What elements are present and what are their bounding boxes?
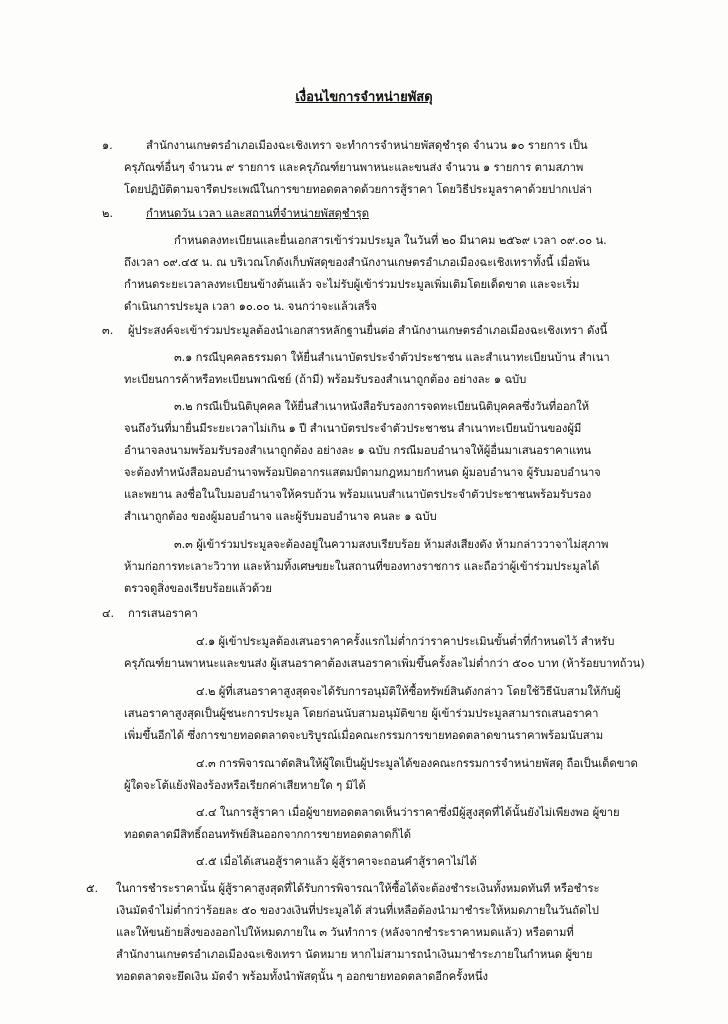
text-line: กำหนดระยะเวลาลงทะเบียนข้างต้นแล้ว จะไม่รับผู้เข้าร่วมประมูลเพิ่มเติมโดยเด็ดขาด และจะเริ่ม xyxy=(124,278,580,291)
text-line: ถึงเวลา ๐๙.๔๕ น. ณ บริเวณโกดังเก็บพัสดุของสำนักงานเกษตรอำเภอเมืองฉะเชิงเทราทั้งนี้ เมื่อพ้น xyxy=(124,256,590,269)
text-line: สำเนาถูกต้อง ของผู้มอบอำนาจ และผู้รับมอบอำนาจ คนละ ๑ ฉบับ xyxy=(124,510,437,523)
section-heading: กำหนดวัน เวลา และสถานที่จำหน่ายพัสดุชำรุด xyxy=(146,207,370,220)
text-line: ทะเบียนการค้าหรือทะเบียนพาณิชย์ (ถ้ามี) พร้อมรับรองสำเนาถูกต้อง อย่างละ ๑ ฉบับ xyxy=(124,373,527,386)
text-line: สำนักงานเกษตรอำเภอเมืองฉะเชิงเทรา จะทำการจำหน่ายพัสดุชำรุด จำนวน ๑๐ รายการ เป็น xyxy=(146,139,588,152)
text-line: ในการชำระราคานั้น ผู้สู้ราคาสูงสุดที่ได้รับการพิจารณาให้ซื้อได้จะต้องชำระเงินทั้งหมดทันที หรือชำระ xyxy=(116,882,600,895)
text-line: อำนาจลงนามพร้อมรับรองสำเนาถูกต้อง อย่างละ ๑ ฉบับ กรณีมอบอำนาจให้ผู้อื่นมาเสนอราคาแทน xyxy=(124,444,592,457)
text-line: และให้ขนย้ายสิ่งของออกไปให้หมดภายใน ๓ วันทำการ (หลังจากชำระราคาหมดแล้ว) หรือตามที่ xyxy=(116,926,574,939)
text-line: เสนอราคาสูงสุดเป็นผู้ชนะการประมูล โดยก่อนนับสามอนุมัติขาย ผู้เข้าร่วมประมูลสามารถเสนอราคา xyxy=(124,707,599,720)
text-line: จนถึงวันที่มายื่นมีระยะเวลาไม่เกิน ๑ ปี สำเนาบัตรประจำตัวประชาชน สำเนาทะเบียนบ้านของผู้มี xyxy=(124,422,582,435)
text-line: ทอดตลาดจะยึดเงิน มัดจำ พร้อมทั้งนำพัสดุนั้น ๆ ออกขายทอดตลาดอีกครั้งหนึ่ง xyxy=(116,970,488,983)
section-heading: ผู้ประสงค์จะเข้าร่วมประมูลต้องนำเอกสารหลักฐานยื่นต่อ สำนักงานเกษตรอำเภอเมืองฉะเชิงเทรา ดังนี้ xyxy=(128,324,608,337)
text-line: ผู้ใดจะโต้แย้งฟ้องร้องหรือเรียกค่าเสียหายใด ๆ มิได้ xyxy=(124,779,366,792)
text-line: กำหนดลงทะเบียนและยื่นเอกสารเข้าร่วมประมูล ในวันที่ ๒๐ มีนาคม ๒๕๖๙ เวลา ๐๙.๐๐ น. xyxy=(174,234,607,247)
text-line: ๔.๒ ผู้ที่เสนอราคาสูงสุดจะได้รับการอนุมัติให้ซื้อทรัพย์สินดังกล่าว โดยใช้วิธีนับสามให้กับผู้ xyxy=(196,685,621,698)
document-title: เงื่อนไขการจำหน่ายพัสดุ xyxy=(295,90,433,105)
text-line: ดำเนินการประมูล เวลา ๑๐.๐๐ น. จนกว่าจะแล้วเสร็จ xyxy=(124,300,377,313)
section-number: ๓. xyxy=(102,324,114,337)
text-line: เงินมัดจำไม่ต่ำกว่าร้อยละ ๕๐ ของวงเงินที่ประมูลได้ ส่วนที่เหลือต้องนำมาชำระให้หมดภายในวันถัดไป xyxy=(116,904,599,917)
text-line: ครุภัณฑ์อื่นๆ จำนวน ๙ รายการ และครุภัณฑ์ยานพาหนะและขนส่ง จำนวน ๑ รายการ ตามสภาพ xyxy=(124,161,584,174)
section-number: ๕. xyxy=(86,882,99,895)
text-line: ๓.๒ กรณีเป็นนิติบุคคล ให้ยื่นสำเนาหนังสือรับรองการจดทะเบียนนิติบุคคลซึ่งวันที่ออกให้ xyxy=(174,400,590,413)
section-number: ๑. xyxy=(102,139,113,152)
text-line: ๓.๓ ผู้เข้าร่วมประมูลจะต้องอยู่ในความสงบเรียบร้อย ห้ามส่งเสียงดัง ห้ามกล่าววาจาไม่สุภาพ xyxy=(174,538,609,551)
section-heading: การเสนอราคา xyxy=(128,607,198,620)
text-line: ทอดตลาดมีสิทธิ์ถอนทรัพย์สินออกจากการขายทอดตลาดก็ได้ xyxy=(124,828,412,841)
text-line: โดยปฏิบัติตามจารีตประเพณีในการขายทอดตลาดด้วยการสู้ราคา โดยวิธีประมูลราคาด้วยปากเปล่า xyxy=(124,183,593,196)
text-line: ๔.๕ เมื่อได้เสนอสู้ราคาแล้ว ผู้สู้ราคาจะถอนคำสู้ราคาไม่ได้ xyxy=(196,855,477,868)
text-line: ตรวจดูสิ่งของเรียบร้อยแล้วด้วย xyxy=(124,582,272,595)
text-line: ห้ามก่อการทะเลาะวิวาท และห้ามทิ้งเศษขยะในสถานที่ของทางราชการ และถือว่าผู้เข้าร่วมประมูลได้ xyxy=(124,560,600,573)
text-line: และพยาน ลงชื่อในใบมอบอำนาจให้ครบถ้วน พร้อมแนบสำเนาบัตรประจำตัวประชาชนพร้อมรับรอง xyxy=(124,488,592,501)
text-line: สำนักงานเกษตรอำเภอเมืองฉะเชิงเทรา นัดหมาย หากไม่สามารถนำเงินมาชำระภายในกำหนด ผู้ขาย xyxy=(116,948,593,961)
section-number: ๒. xyxy=(102,207,114,220)
text-line: ๔.๑ ผู้เข้าประมูลต้องเสนอราคาครั้งแรกไม่ต่ำกว่าราคาประเมินขั้นต่ำที่กำหนดไว้ สำหรับ xyxy=(196,635,615,648)
text-line: จะต้องทำหนังสือมอบอำนาจพร้อมปิดอากรแสตมป์ตามกฎหมายกำหนด ผู้มอบอำนาจ ผู้รับมอบอำนาจ xyxy=(124,466,601,479)
section-number: ๔. xyxy=(102,607,115,620)
text-line: ๓.๑ กรณีบุคคลธรรมดา ให้ยื่นสำเนาบัตรประจำตัวประชาชน และสำเนาทะเบียนบ้าน สำเนา xyxy=(174,351,610,364)
text-line: ๔.๓ การพิจารณาตัดสินให้ผู้ใดเป็นผู้ประมูลได้ของคณะกรรมการจำหน่ายพัสดุ ถือเป็นเด็ดขาด xyxy=(196,757,638,770)
text-line: ๔.๔ ในการสู้ราคา เมื่อผู้ขายทอดตลาดเห็นว่าราคาซึ่งมีผู้สูงสุดที่ได้นั้นยังไม่เพียงพอ ผู้ขาย xyxy=(196,806,620,819)
text-line: เพิ่มขึ้นอีกได้ ซึ่งการขายทอดตลาดจะบริบูรณ์เมื่อคณะกรรมการขายทอดตลาดขานราคาพร้อมนับสาม xyxy=(124,729,604,742)
text-line: ครุภัณฑ์ยานพาหนะและขนส่ง ผู้เสนอราคาต้องเสนอราคาเพิ่มขึ้นครั้งละไม่ต่ำกว่า ๕๐๐ บาท (ห้าร้อยบาทถ้วน) xyxy=(124,657,645,670)
